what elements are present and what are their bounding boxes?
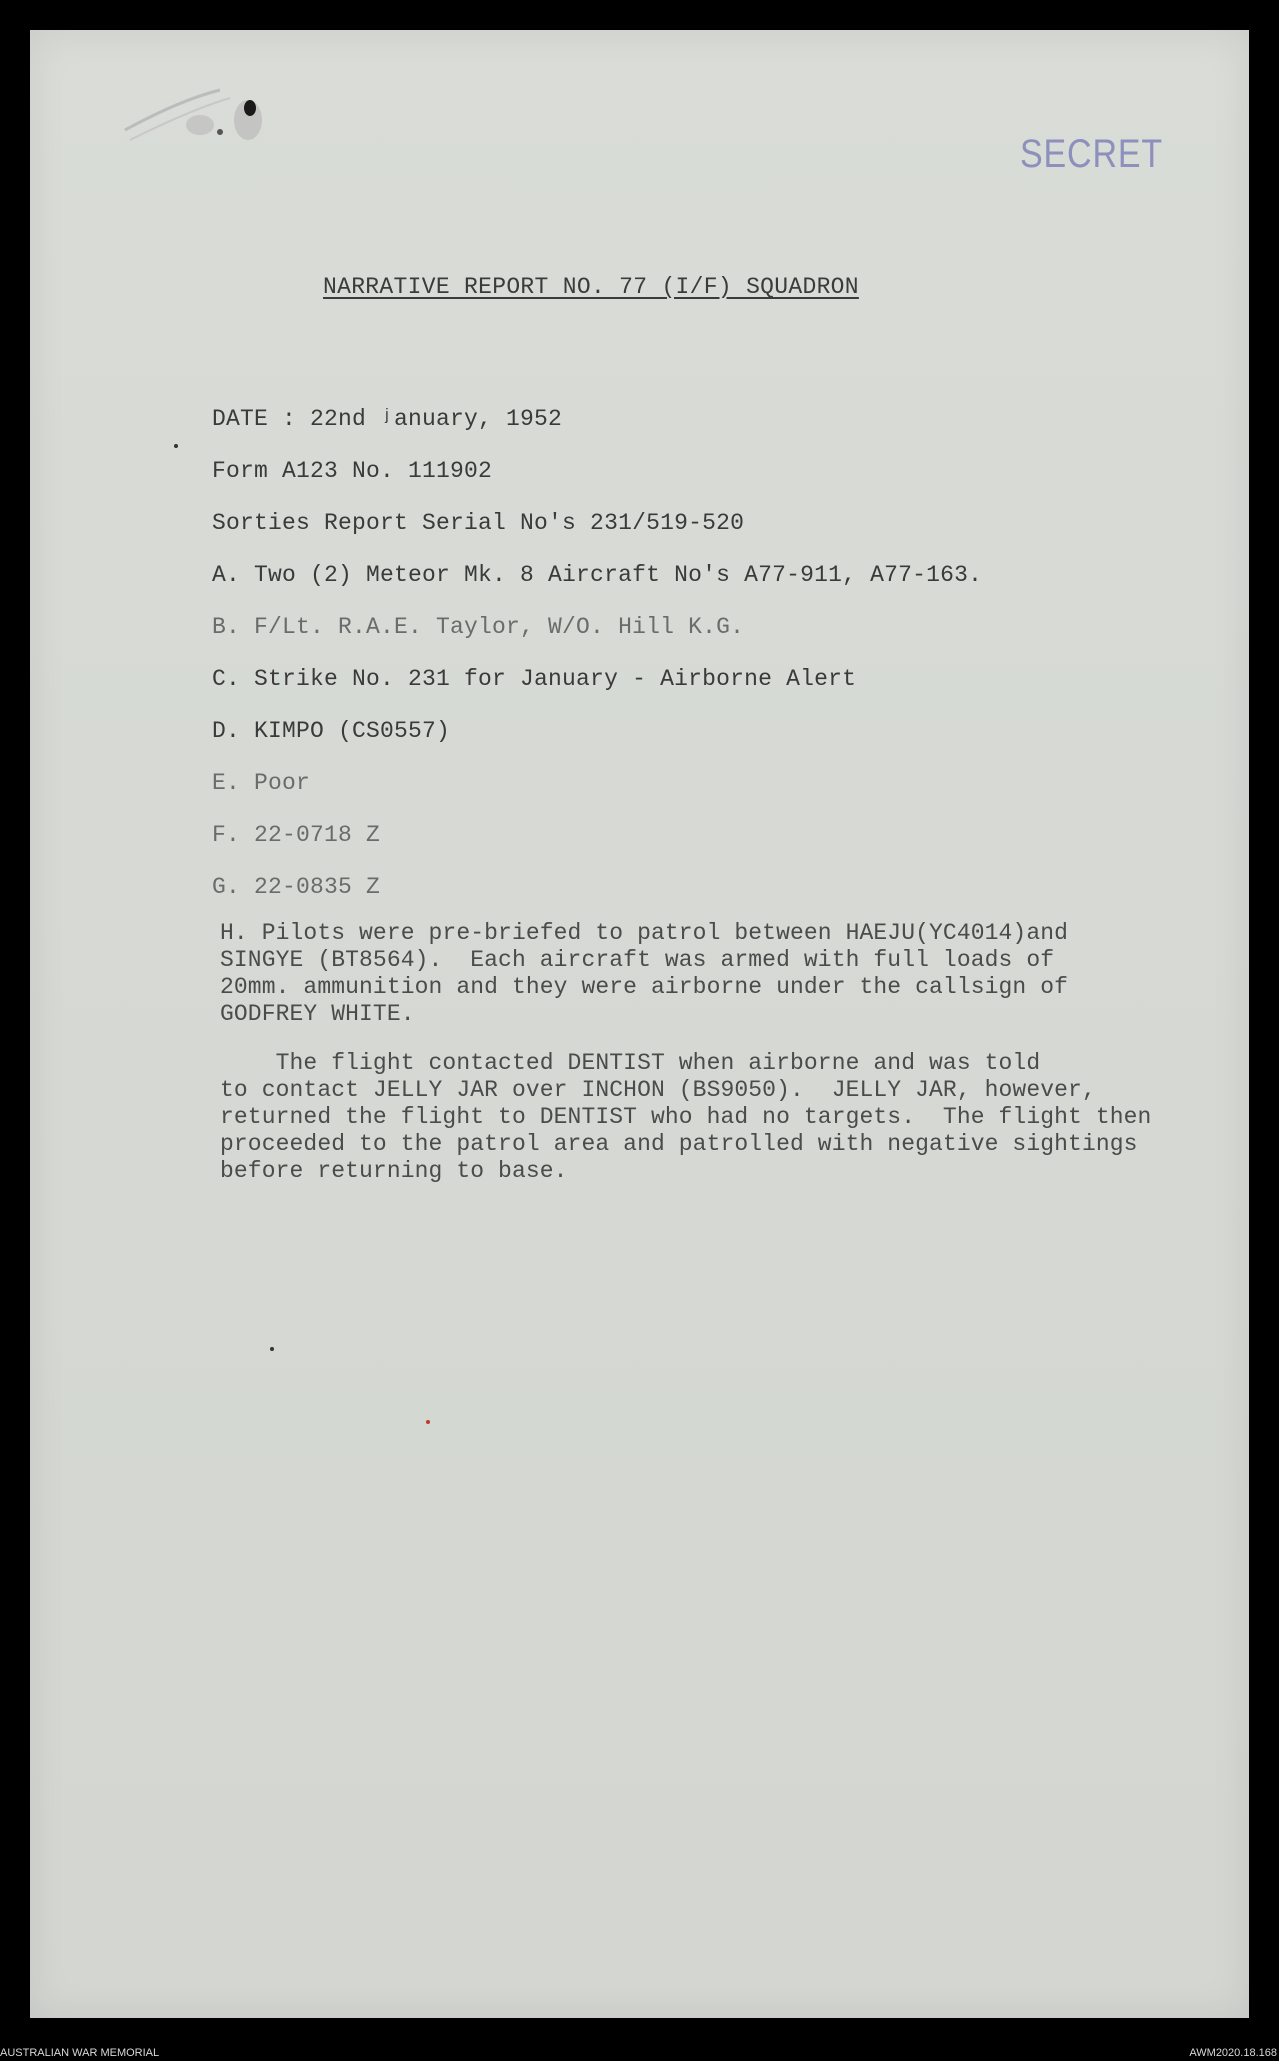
paper-speck: [426, 1420, 430, 1424]
item-c: C. Strike No. 231 for January - Airborne Alert: [212, 666, 857, 692]
item-d: D. KIMPO (CS0557): [212, 718, 451, 744]
report-title: NARRATIVE REPORT NO. 77 (I/F) SQUADRON: [323, 274, 859, 300]
form-field: Form A123 No. 111902: [212, 458, 493, 484]
paper-speck: [270, 1347, 274, 1351]
item-f: F. 22-0718 Z: [212, 822, 381, 848]
archive-footer-right: AWM2020.18.168: [1189, 2047, 1277, 2059]
paragraph-h: H. Pilots were pre-briefed to patrol between HAEJU(YC4014)and SINGYE (BT8564). Each aircraft was armed with full loads of 20mm. ammunition and they were airborne under the callsign of GODFREY WHITE.: [220, 920, 1069, 1027]
staple-holes-mark: [120, 70, 280, 150]
paragraph-flight: The flight contacted DENTIST when airborne and was told to contact JELLY JAR over INCHON (BS9050). JELLY JAR, however, returned the flight to DENTIST who had no targets. The flight then proceeded to the patrol area and patrolled with negative sightings before returning to base.: [220, 1050, 1152, 1184]
paper-speck: [174, 444, 178, 448]
date-field: DATE : 22nd ʲanuary, 1952: [212, 406, 563, 432]
item-a: A. Two (2) Meteor Mk. 8 Aircraft No's A77-911, A77-163.: [212, 562, 983, 588]
item-b: B. F/Lt. R.A.E. Taylor, W/O. Hill K.G.: [212, 614, 745, 640]
archive-footer-left: AUSTRALIAN WAR MEMORIAL: [0, 2047, 160, 2059]
sorties-field: Sorties Report Serial No's 231/519-520: [212, 510, 745, 536]
item-e: E. Poor: [212, 770, 311, 796]
item-g: G. 22-0835 Z: [212, 874, 381, 900]
secret-stamp: SECRET: [1020, 132, 1164, 176]
